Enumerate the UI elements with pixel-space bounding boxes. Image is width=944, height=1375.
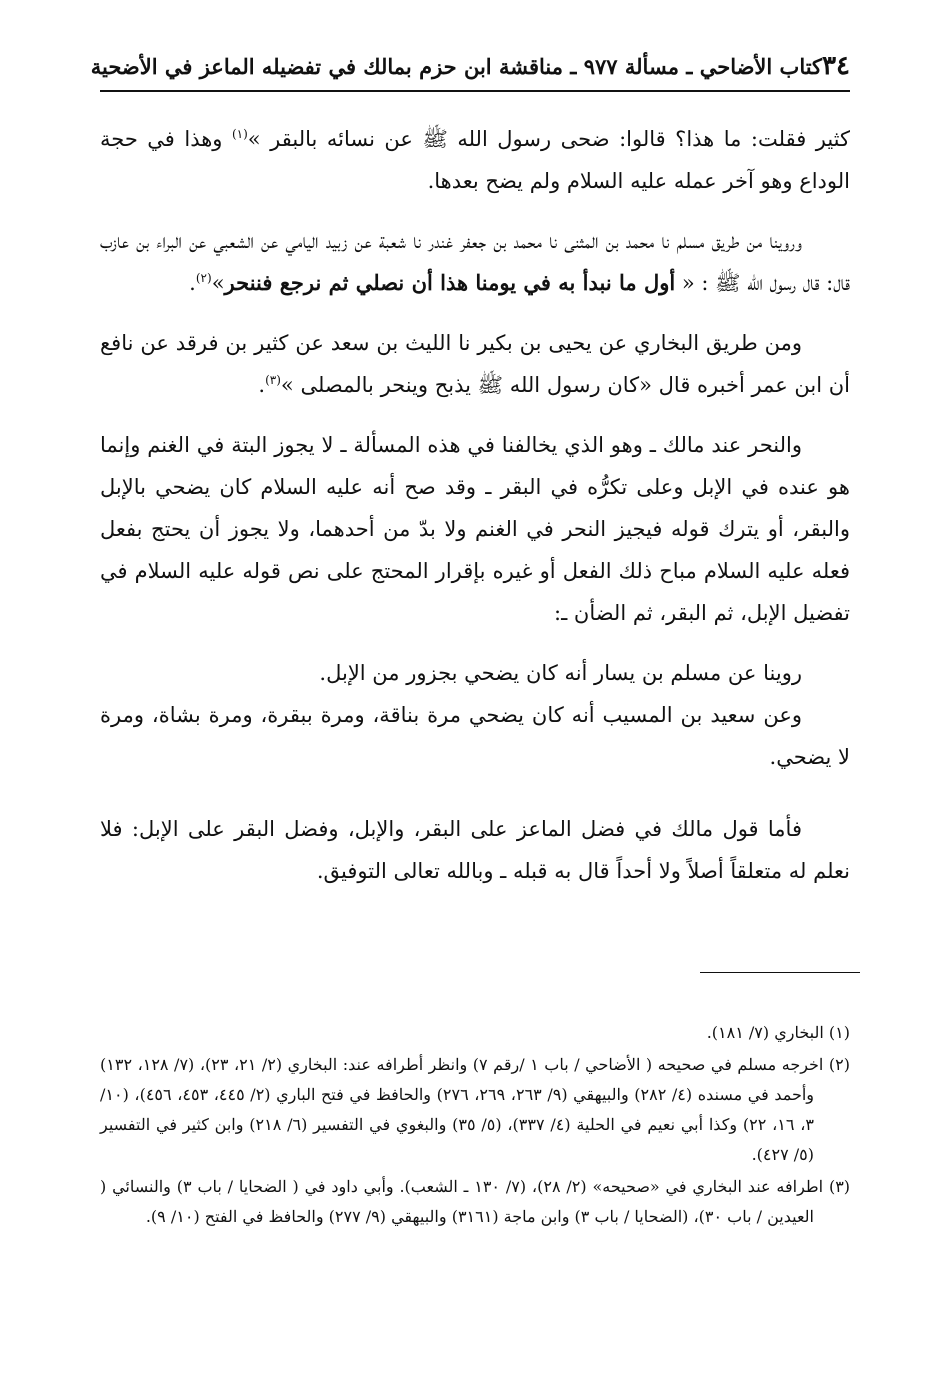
footnote-ref: (٣)	[265, 373, 281, 387]
paragraph-text: »	[211, 271, 225, 295]
footnote: (٣) اطرافه عند البخاري في «صحيحه» (٢/ ٢٨)، (٧/ ١٣٠ ـ الشعب). وأبي داود في ( الضحايا / باب ٣) والنسائي ( العيدين / باب ٣٠)، (الضحايا / باب ٣) وابن ماجة (٣١٦١) والبيهقي (٩/ ٢٧٧) والحافظ في الفتح (١٠/ ٩).	[100, 1177, 851, 1226]
paragraph-text: كثير فقلت: ما هذا؟ قالوا: ضحى رسول الله ﷺ عن نسائه بالبقر »	[247, 127, 851, 151]
footnote-divider	[700, 972, 860, 973]
hadith-quote: أول ما نبدأ به في يومنا هذا أن نصلي ثم نرجع فننحر	[224, 270, 676, 295]
paragraph	[100, 220, 850, 304]
paragraph	[100, 322, 850, 406]
footnote-ref: (١)	[231, 127, 248, 141]
paragraph: فأما قول مالك في فضل الماعز على البقر، والإبل، وفضل البقر على الإبل: فلا نعلم له متعلقاً أصلاً ولا أحداً قال به قبله ـ وبالله تعالى التوفيق.	[100, 817, 850, 883]
paragraph: والنحر عند مالك ـ وهو الذي يخالفنا في هذه المسألة ـ لا يجوز البتة في الغنم وإنما هو عنده في الإبل وعلى تكرُّه في البقر ـ وقد صح أنه عليه السلام كان يضحي بالإبل والبقر، أو يترك قوله فيجيز النحر في الغنم ولا بدّ من أحدهما، ولا يجوز أن يحتج بفعل فعله عليه السلام مباح ذلك الفعل أو غيره بإقرار المحتج على نص قوله عليه السلام في تفضيل الإبل، ثم البقر، ثم الضأن ـ:	[100, 433, 850, 625]
paragraph-text: وهذا في حجة الوداع وهو آخر عمله عليه السلام ولم يضح بعدها.	[100, 127, 850, 193]
footnote-ref: (٢)	[195, 271, 212, 285]
paragraph: وعن سعيد بن المسيب أنه كان يضحي مرة بناقة، ومرة ببقرة، ومرة بشاة، ومرة لا يضحي.	[100, 703, 850, 769]
footnote: (٢) اخرجه مسلم في صحيحه ( الأضاحي / باب ١ /رقم ٧) وانظر أطرافه عند: البخاري (٢/ ٢١، ٢٣)، (٧/ ١٢٨، ١٣٢) وأحمد في مسنده (٤/ ٢٨٢) والبيهقي (٩/ ٢٦٣، ٢٦٩، ٢٧٦) والحافظ في فتح الباري (٢/ ٤٤٥، ٤٥٣، ٤٥٦)، (١٠/ ٣، ١٦، ٢٢) وكذا أبي نعيم في الحلية (٤/ ٣٣٧)، (٥/ ٣٥) والبغوي في التفسير (٦/ ٢١٨) وابن كثير في التفسير (٥/ ٤٢٧).	[100, 1055, 851, 1164]
running-title: كتاب الأضاحي ـ مسألة ٩٧٧ ـ مناقشة ابن حزم بمالك في تفضيله الماعز في الأضحية	[90, 53, 823, 79]
page-header	[90, 48, 850, 92]
main-text	[100, 118, 850, 910]
paragraph-text: .	[189, 271, 196, 295]
paragraph-text: ومن طريق البخاري عن يحيى بن بكير نا الليث بن سعد عن كثير بن فرقد عن نافع أن ابن عمر أخبره قال «كان رسول الله ﷺ يذبح وينحر بالمصلى »	[100, 331, 850, 397]
footnote: (١) البخاري (٧/ ١٨١).	[706, 1023, 850, 1042]
footnotes	[100, 1018, 850, 1234]
paragraph-text: وروينا من طريق مسلم نا محمد بن المثنى نا محمد بن جعفر غندر نا شعبة عن زبيد اليامي عن الشعبي عن البراء بن عازب قال: قال رسول الله ﷺ : «	[100, 229, 850, 295]
paragraph	[100, 118, 850, 202]
paragraph-text: .	[258, 373, 266, 397]
paragraph: روينا عن مسلم بن يسار أنه كان يضحي بجزور من الإبل.	[319, 661, 802, 685]
page-number: ٣٤	[822, 51, 850, 81]
